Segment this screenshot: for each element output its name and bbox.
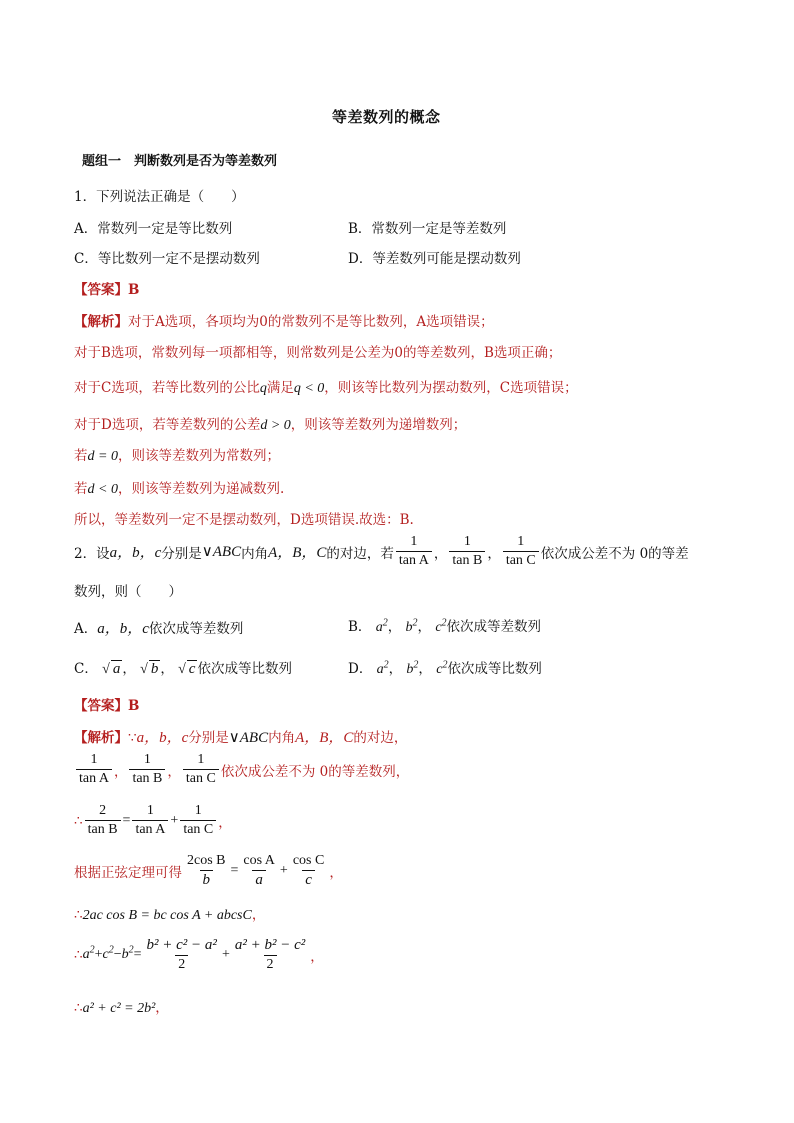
q2-stem-text: 的对边，若 xyxy=(326,545,394,562)
q1-analysis-text: 对于C选项，若等比数列的公比 xyxy=(74,380,260,396)
q2-vars: a，b，c xyxy=(109,545,162,562)
q1-option-d: D．等差数列可能是摆动数列 xyxy=(348,251,521,267)
q2-stem-line-2: 数列，则（ ） xyxy=(74,584,182,600)
q1-analysis-text: ，则该等差数列为递减数列. xyxy=(117,481,285,497)
q1-analysis-line-6 xyxy=(74,477,284,498)
q2-stem-text: 内角 xyxy=(241,545,269,562)
fraction-1-over-tanC: $\frac{1}{\text{tan C}}$ xyxy=(503,534,539,569)
q2-angles: A，B，C xyxy=(268,545,327,562)
group-heading: 题组一 判断数列是否为等差数列 xyxy=(82,154,278,169)
triangle-symbol: ∨ABC xyxy=(201,544,242,561)
q2-answer: 【答案】B xyxy=(74,698,140,714)
q1-analysis-line-4 xyxy=(74,413,466,434)
math-q: q xyxy=(259,381,267,396)
q1-analysis-text: 若 xyxy=(74,448,88,464)
page-title: 等差数列的概念 xyxy=(332,108,441,126)
q2-analysis-line-6: ∴ $a^2$ + $c^2$ − $b^2$ = $\frac{\text{b² + c² − a²}}{2}$ + $\frac{\text{a² + b² − c²}}{2}$ ， xyxy=(74,937,324,973)
q1-analysis-text: 对于D选项，若等差数列的公差 xyxy=(74,417,261,433)
q2-option-d: D． $a^2$， $b^2$， $c^2$依次成等比数列 xyxy=(348,659,542,677)
q2-option-b: B． $a^2$， $b^2$， $c^2$依次成等差数列 xyxy=(348,617,542,635)
q1-analysis-label: 【解析】 xyxy=(74,314,128,330)
q1-answer: 【答案】B xyxy=(74,282,140,298)
fraction-1-over-tanA: $\frac{1}{\text{tan A}}$ xyxy=(396,534,432,569)
q2-option-a: A．a，b，c依次成等差数列 xyxy=(74,621,244,637)
q1-analysis-line-3 xyxy=(74,376,578,397)
q1-analysis-line-5 xyxy=(74,444,280,465)
q2-analysis-label: 【解析】 xyxy=(74,730,128,746)
q1-analysis-text: 对于A选项，各项均为0的常数列不是等比数列，A选项错误； xyxy=(128,314,494,330)
math-d-eq-0: d = 0 xyxy=(87,449,118,464)
q1-analysis-line-1 xyxy=(74,310,494,330)
q1-stem: 1．下列说法正确是（ ） xyxy=(74,189,245,205)
math-d-gt-0: d > 0 xyxy=(260,418,291,433)
q1-analysis-line-7: 所以，等差数列一定不是摆动数列，D选项错误.故选：B. xyxy=(74,512,414,528)
q1-option-c: C．等比数列一定不是摆动数列 xyxy=(74,251,260,267)
q1-analysis-text: ，则该等比数列为摆动数列，C选项错误； xyxy=(324,380,578,396)
fraction-1-over-tanB: $\frac{1}{\text{tan B}}$ xyxy=(449,534,485,569)
q2-stem-line-1: 2．设 a，b，c 分别是 ∨ABC 内角 A，B，C 的对边，若 $\frac{1}{\text{tan A}}$ ， $\frac{1}{\text{tan B}}$ ， $\frac{1}{\text{tan C}}$ 依次成公差不为 0的等差 xyxy=(74,534,689,569)
math-d-lt-0: d < 0 xyxy=(87,482,118,497)
q2-stem-text: 依次成公差不为 0的等差 xyxy=(540,545,689,562)
q2-analysis-line-4: 根据正弦定理可得 $\frac{\text{2cos B}}{b}$ = $\frac{\text{cos A}}{a}$ + $\frac{\text{cos C}}{c}$ ， xyxy=(74,853,343,889)
q2-analysis-line-5: ∴2ac cos B = bc cos A + abcsC， xyxy=(74,907,266,923)
q2-option-c: C． √ a ， √ b ， √ c 依次成等比数列 xyxy=(74,661,292,677)
q2-analysis-line-2: $\frac{1}{\text{tan A}}$ ， $\frac{1}{\text{tan B}}$ ， $\frac{1}{\text{tan C}}$ 依次成公差不为 0的等差数列， xyxy=(74,752,409,787)
q1-analysis-text: 若 xyxy=(74,481,88,497)
q1-analysis-text: ，则该等差数列为递增数列； xyxy=(290,417,467,433)
q1-option-b: B．常数列一定是等差数列 xyxy=(348,221,507,237)
q2-analysis-line-7: ∴a² + c² = 2b²， xyxy=(74,1000,169,1016)
q2-stem-text: 分别是 xyxy=(161,545,202,562)
q2-stem-text: 2．设 xyxy=(74,545,110,562)
math-q-lt-0: q < 0 xyxy=(293,381,325,396)
q1-analysis-line-2: 对于B选项，常数列每一项都相等，则常数列是公差为0的等差数列，B选项正确； xyxy=(74,345,562,361)
q1-analysis-text: 满足 xyxy=(266,380,294,396)
q1-option-a: A．常数列一定是等比数列 xyxy=(74,221,233,237)
q2-analysis-line-1: 【解析】∵a，b，c分别是∨ABC内角A，B，C的对边， xyxy=(74,730,408,746)
q1-analysis-text: ，则该等差数列为常数列； xyxy=(117,448,280,464)
q2-analysis-line-3: ∴ $\frac{2}{\text{tan B}}$ = $\frac{1}{\text{tan A}}$ + $\frac{1}{\text{tan C}}$ ， xyxy=(74,803,232,838)
